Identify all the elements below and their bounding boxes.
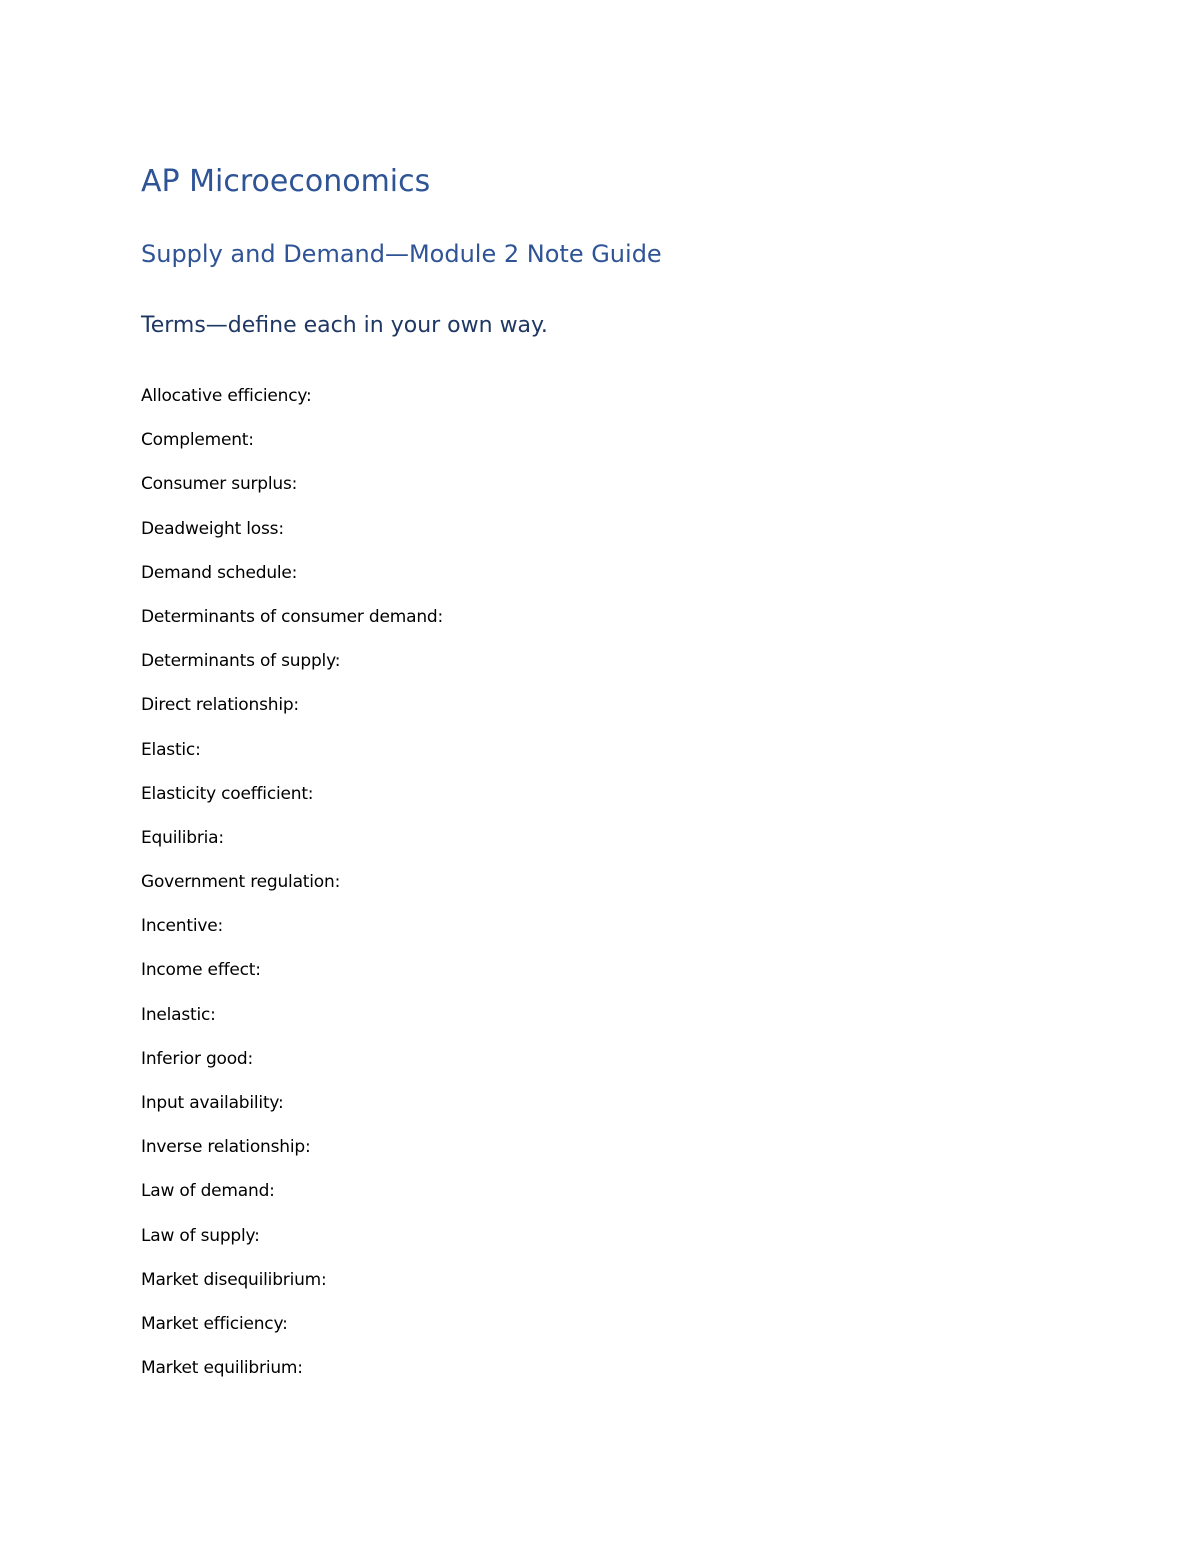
term-item: Inelastic: <box>141 1004 216 1025</box>
term-item: Government regulation: <box>141 872 341 893</box>
term-item: Inverse relationship: <box>141 1137 311 1158</box>
term-item: Elasticity coefficient: <box>141 783 314 804</box>
term-item: Direct relationship: <box>141 695 299 716</box>
document-title: AP Microeconomics <box>141 164 431 199</box>
terms-list <box>141 384 1061 1400</box>
term-item: Market efficiency: <box>141 1313 288 1334</box>
term-item: Consumer surplus: <box>141 474 298 495</box>
document-body <box>141 160 1061 1400</box>
term-item: Determinants of supply: <box>141 651 341 672</box>
term-item: Deadweight loss: <box>141 518 284 539</box>
term-item: Input availability: <box>141 1093 284 1113</box>
term-item: Elastic: <box>141 739 201 760</box>
term-item: Incentive: <box>141 916 224 937</box>
term-item: Allocative efficiency: <box>141 386 312 406</box>
term-item: Law of supply: <box>141 1225 260 1246</box>
term-item: Determinants of consumer demand: <box>141 606 444 627</box>
terms-heading: Terms—define each in your own way. <box>141 313 548 338</box>
term-item: Market disequilibrium: <box>141 1269 327 1290</box>
term-item: Income effect: <box>141 960 261 981</box>
term-item: Market equilibrium: <box>141 1358 303 1379</box>
term-item: Inferior good: <box>141 1048 254 1069</box>
term-item: Equilibria: <box>141 827 224 848</box>
term-item: Demand schedule: <box>141 562 298 583</box>
term-item: Law of demand: <box>141 1181 275 1202</box>
term-item: Complement: <box>141 430 254 451</box>
document-subtitle: Supply and Demand—Module 2 Note Guide <box>141 240 662 268</box>
